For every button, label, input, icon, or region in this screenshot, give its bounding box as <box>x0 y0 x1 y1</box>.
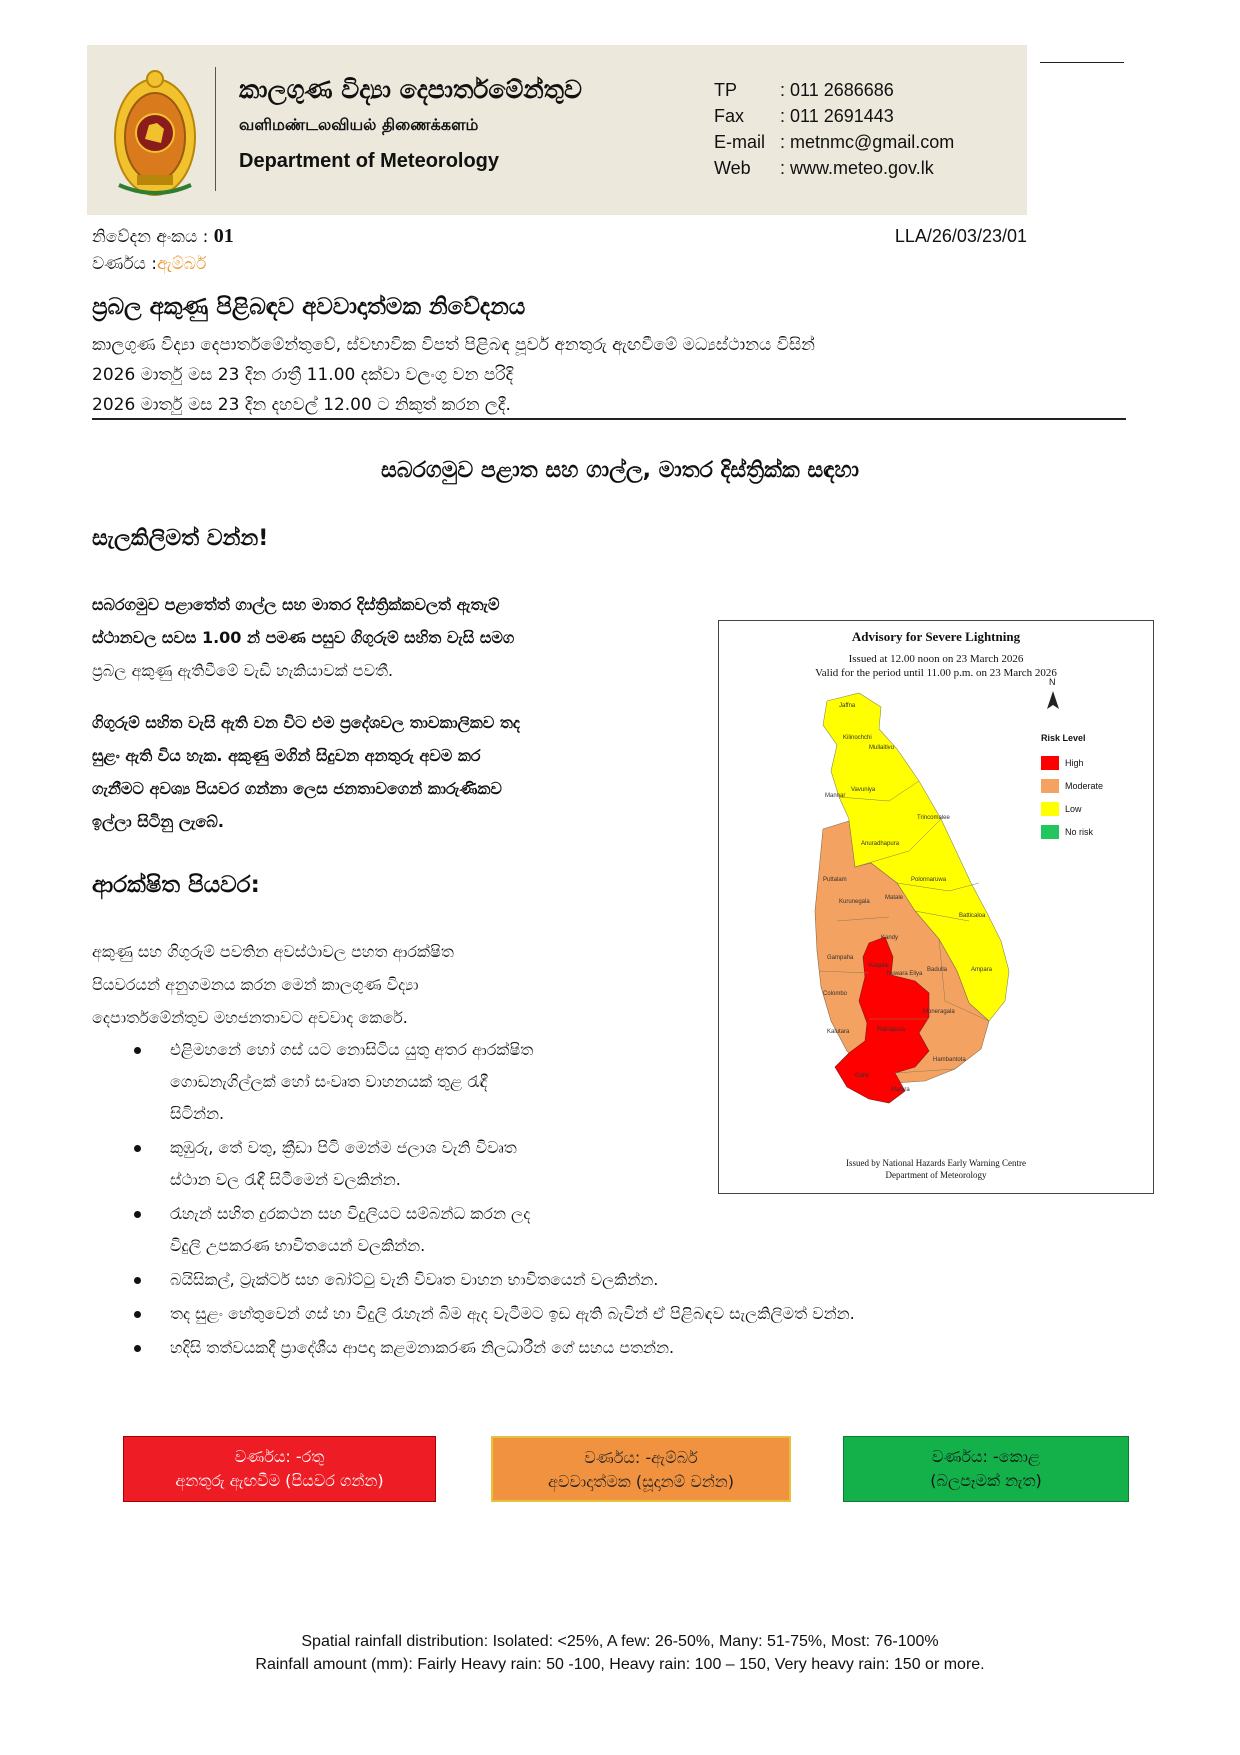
sri-lanka-emblem-icon <box>109 65 201 201</box>
notice-number-value: 01 <box>213 224 234 247</box>
legend-title: Risk Level <box>1041 733 1086 743</box>
district-label: Ratnapura <box>877 1027 906 1033</box>
paragraph-line: දෙපාර්තමේන්තුව මහජනතාවට අවවාද කෙරේ. <box>92 1008 408 1027</box>
list-item-line: හදිසි තත්වයකදී ප්‍රාදේශීය ආපදා කළමනාකරණ නිලධාරීන් ගේ සහය පතන්න. <box>170 1338 675 1357</box>
map-footer-line: Department of Meteorology <box>885 1170 987 1180</box>
department-name-tamil: வளிமண்டலவியல் திணைக்களம் <box>239 115 479 134</box>
district-label: Kilinochchi <box>843 735 872 741</box>
contact-block <box>714 77 954 181</box>
legend-swatch <box>1041 779 1059 793</box>
advice-paragraph <box>92 706 688 838</box>
contact-email-link[interactable]: : metnmc@gmail.com <box>780 132 955 152</box>
department-names <box>239 75 582 173</box>
paragraph-line: ස්ථානවල සවස 1.00 න් පමණ පසුව ගිගුරුම් සහිත වැසි සමග <box>92 628 515 647</box>
contact-row-email <box>714 129 954 155</box>
district-label: Galle <box>855 1073 870 1079</box>
legend-swatch <box>1041 756 1059 770</box>
legend-label: Low <box>1065 803 1082 814</box>
lightning-advisory-map <box>718 620 1154 1194</box>
district-label: Kandy <box>881 935 899 941</box>
list-item-line: රැහැන් සහිත දුරකථන සහ විදුලියට සම්බන්ධ කරන ලද <box>170 1204 531 1223</box>
paragraph-line: ගැනීමට අවශ්‍ය පියවර ගන්නා ලෙස ජනතාවගෙන් කාරුණිකව <box>92 779 502 798</box>
legend-label: Moderate <box>1065 780 1104 791</box>
measures-intro <box>92 935 688 1034</box>
badge-line: වර්ණය: -කොළ <box>931 1447 1041 1466</box>
paragraph-line: සබරගමුව පළාතේත් ගාල්ල සහ මාතර දිස්ත්‍රික්කවලත් ඇතැම් <box>92 595 500 614</box>
alert-heading: සැලකිලිමත් වන්න! <box>92 526 269 551</box>
issue-line: 2026 මාර්තු මස 23 දින රාත්‍රී 11.00 දක්වා වලංගු වන පරිදි <box>92 365 514 385</box>
district-label: Hambantota <box>933 1057 966 1063</box>
notice-color-value: ඇම්බර් <box>156 254 207 274</box>
paragraph-line: ගිගුරුම් සහිත වැසි ඇති වන විට එම ප්‍රදේශවල තාවකාලිකව තද <box>92 713 520 732</box>
district-label: Vavuniya <box>851 787 876 793</box>
paragraph-line: ප්‍රබල අකුණු ඇතිවීමේ වැඩි හැකියාවක් පවතී. <box>92 661 394 680</box>
letterhead <box>87 45 1027 215</box>
list-item-line: බයිසිකල්, ට්‍රැක්ටර් සහ බෝට්ටු වැනි විවෘත වාහන භාවිතයෙන් වලකින්න. <box>170 1270 659 1289</box>
paragraph-line: ඉල්ලා සිටිනු ලැබේ. <box>92 812 224 831</box>
legend-swatch <box>1041 802 1059 816</box>
list-item-line: එළිමහනේ හෝ ගස් යට නොසිටිය යුතු අතර ආරක්ෂිත <box>170 1040 534 1059</box>
region-heading: සබරගමුව පළාත සහ ගාල්ල, මාතර දිස්ත්‍රික්ක සඳහා <box>381 458 859 483</box>
department-name-sinhala: කාලගුණ විද්‍යා දෙපාර්තමේන්තුව <box>239 75 582 104</box>
header-rule <box>92 418 1126 420</box>
list-item <box>92 1264 1142 1296</box>
list-item-line: විදුලි උපකරණ භාවිතයෙන් වලකින්න. <box>170 1236 426 1255</box>
letterhead-divider <box>215 67 216 191</box>
forecast-paragraph <box>92 588 688 687</box>
district-label: Kurunegala <box>839 899 870 905</box>
legend-item-moderate <box>1041 774 1103 797</box>
map-issued-time: Issued at 12.00 noon on 23 March 2026 <box>848 653 1024 665</box>
top-right-rule <box>1040 62 1124 63</box>
paragraph-line: පියවරයන් අනුගමනය කරන මෙන් කාලගුණ විද්‍යා <box>92 975 419 994</box>
measures-heading: ආරක්ෂිත පියවර: <box>92 872 260 898</box>
status-badge-red <box>123 1436 436 1502</box>
contact-value: : 011 2686686 <box>780 80 894 100</box>
list-item <box>92 1132 692 1196</box>
badge-line: වර්ණය: -ඇම්බර් <box>584 1448 698 1467</box>
contact-value: : 011 2691443 <box>780 106 894 126</box>
notice-meta <box>92 222 1027 278</box>
contact-label: E-mail <box>714 132 766 152</box>
map-valid-period: Valid for the period until 11.00 p.m. on 23 March 2026 <box>815 667 1057 679</box>
notice-number-label: නිවේදන අංකය : <box>92 226 214 247</box>
list-item-line: තද සුළං හේතුවෙන් ගස් හා විදුලි රැහැන් බිම ඇද වැටීමට ඉඩ ඇති බැවින් ඒ පිළිබඳව සැලකිලිමත් වන්න. <box>170 1304 855 1323</box>
notice-number-row <box>92 222 1027 250</box>
map-legend <box>1041 733 1103 843</box>
list-item-line: කුඹුරු, තේ වතු, ක්‍රීඩා පිටි මෙන්ම ජලාශ වැනි විවෘත <box>170 1138 517 1157</box>
district-label: Ampara <box>971 967 993 973</box>
contact-label: Fax <box>714 106 745 126</box>
district-label: Kegalle <box>869 963 890 969</box>
list-item-line: ගොඩනැගිල්ලක් හෝ සංවෘත වාහනයක් තුළ රැඳී <box>170 1072 488 1091</box>
notice-color-row <box>92 250 1027 278</box>
footer-line: Rainfall amount (mm): Fairly Heavy rain: 50 -100, Heavy rain: 100 – 150, Very heavy rain: 150 or more. <box>255 1656 985 1673</box>
district-label: Batticaloa <box>959 913 986 919</box>
status-badge-amber <box>491 1436 791 1502</box>
footer-line: Spatial rainfall distribution: Isolated: <25%, A few: 26-50%, Many: 51-75%, Most: 76-100% <box>301 1633 939 1650</box>
issue-line: කාලගුණ විද්‍යා දෙපාර්තමේන්තුවේ, ස්වභාවික විපත් පිළිබඳ පූර්ව අනතුරු ඇඟවීමේ මධ්‍යස්ථානය විසින් <box>92 335 815 355</box>
list-item <box>92 1298 1142 1330</box>
contact-row-fax <box>714 103 954 129</box>
district-label: Matale <box>885 895 904 901</box>
notice-color-label: වර්ණය : <box>92 254 157 274</box>
district-label: Anuradhapura <box>861 841 900 847</box>
map-title: Advisory for Severe Lightning <box>851 629 1021 644</box>
status-badge-green <box>843 1436 1129 1502</box>
district-label: Colombo <box>823 991 848 997</box>
notice-number <box>92 225 234 248</box>
paragraph-line: සුළං ඇති විය හැක. අකුණු මගින් සිදුවන අනතුරු අවම කර <box>92 746 481 765</box>
legend-item-high <box>1041 751 1103 774</box>
legend-label: No risk <box>1065 826 1094 837</box>
district-label: Gampaha <box>827 955 854 961</box>
district-label: Mannar <box>825 793 846 799</box>
list-item-line: සිටින්න. <box>170 1104 225 1123</box>
paragraph-line: අකුණු සහ ගිගුරුම් පවතින අවස්ථාවල පහත ආරක්ෂිත <box>92 942 454 961</box>
issue-details <box>92 330 1126 420</box>
north-arrow-icon <box>1047 691 1059 709</box>
contact-web-link[interactable]: : www.meteo.gov.lk <box>780 158 934 178</box>
district-label: Trincomalee <box>917 815 950 821</box>
district-label: Jaffna <box>839 703 856 709</box>
map-footer <box>719 1157 1153 1181</box>
legend-item-low <box>1041 797 1103 820</box>
contact-row-web <box>714 155 954 181</box>
legend-swatch <box>1041 825 1059 839</box>
department-name-english: Department of Meteorology <box>239 150 500 172</box>
district-label: Puttalam <box>823 877 847 883</box>
list-item-line: ස්ථාන වල රැඳී සිටීමෙන් වලකින්න. <box>170 1170 401 1189</box>
district-label: Mullaitivu <box>869 745 895 751</box>
badge-line: (බලපෑමක් නැත) <box>930 1471 1042 1490</box>
page-footer <box>0 1630 1240 1676</box>
district-label: Kalutara <box>827 1029 850 1035</box>
badge-line: අනතුරු ඇඟවීම (පියවර ගන්න) <box>175 1471 384 1490</box>
contact-row-tp <box>714 77 954 103</box>
list-item <box>92 1034 692 1130</box>
legend-label: High <box>1065 757 1084 768</box>
notice-reference: LLA/26/03/23/01 <box>894 225 1027 246</box>
district-label: Matara <box>891 1087 910 1093</box>
district-label: Badulla <box>927 967 948 973</box>
list-item <box>92 1198 692 1262</box>
list-item <box>92 1332 1142 1364</box>
contact-label: TP <box>714 80 738 100</box>
map-footer-line: Issued by National Hazards Early Warning Centre <box>845 1158 1027 1168</box>
sri-lanka-risk-map <box>719 621 1155 1195</box>
notice-title: ප්‍රබල අකුණු පිළිබඳව අවවාදාත්මක නිවේදනය <box>92 294 526 320</box>
district-label: Nuwara Eliya <box>887 971 923 977</box>
legend-item-no-risk <box>1041 820 1103 843</box>
badge-line: වර්ණය: -රතු <box>234 1447 325 1466</box>
district-label: Moneragala <box>923 1009 955 1015</box>
badge-line: අවවාදාත්මක (සූදානම් වන්න) <box>548 1472 734 1491</box>
issue-line: 2026 මාර්තු මස 23 දින දහවල් 12.00 ට නිකුත් කරන ලදී. <box>92 395 511 415</box>
contact-label: Web <box>714 158 751 178</box>
north-label: N <box>1049 677 1056 687</box>
district-label: Polonnaruwa <box>911 877 947 883</box>
